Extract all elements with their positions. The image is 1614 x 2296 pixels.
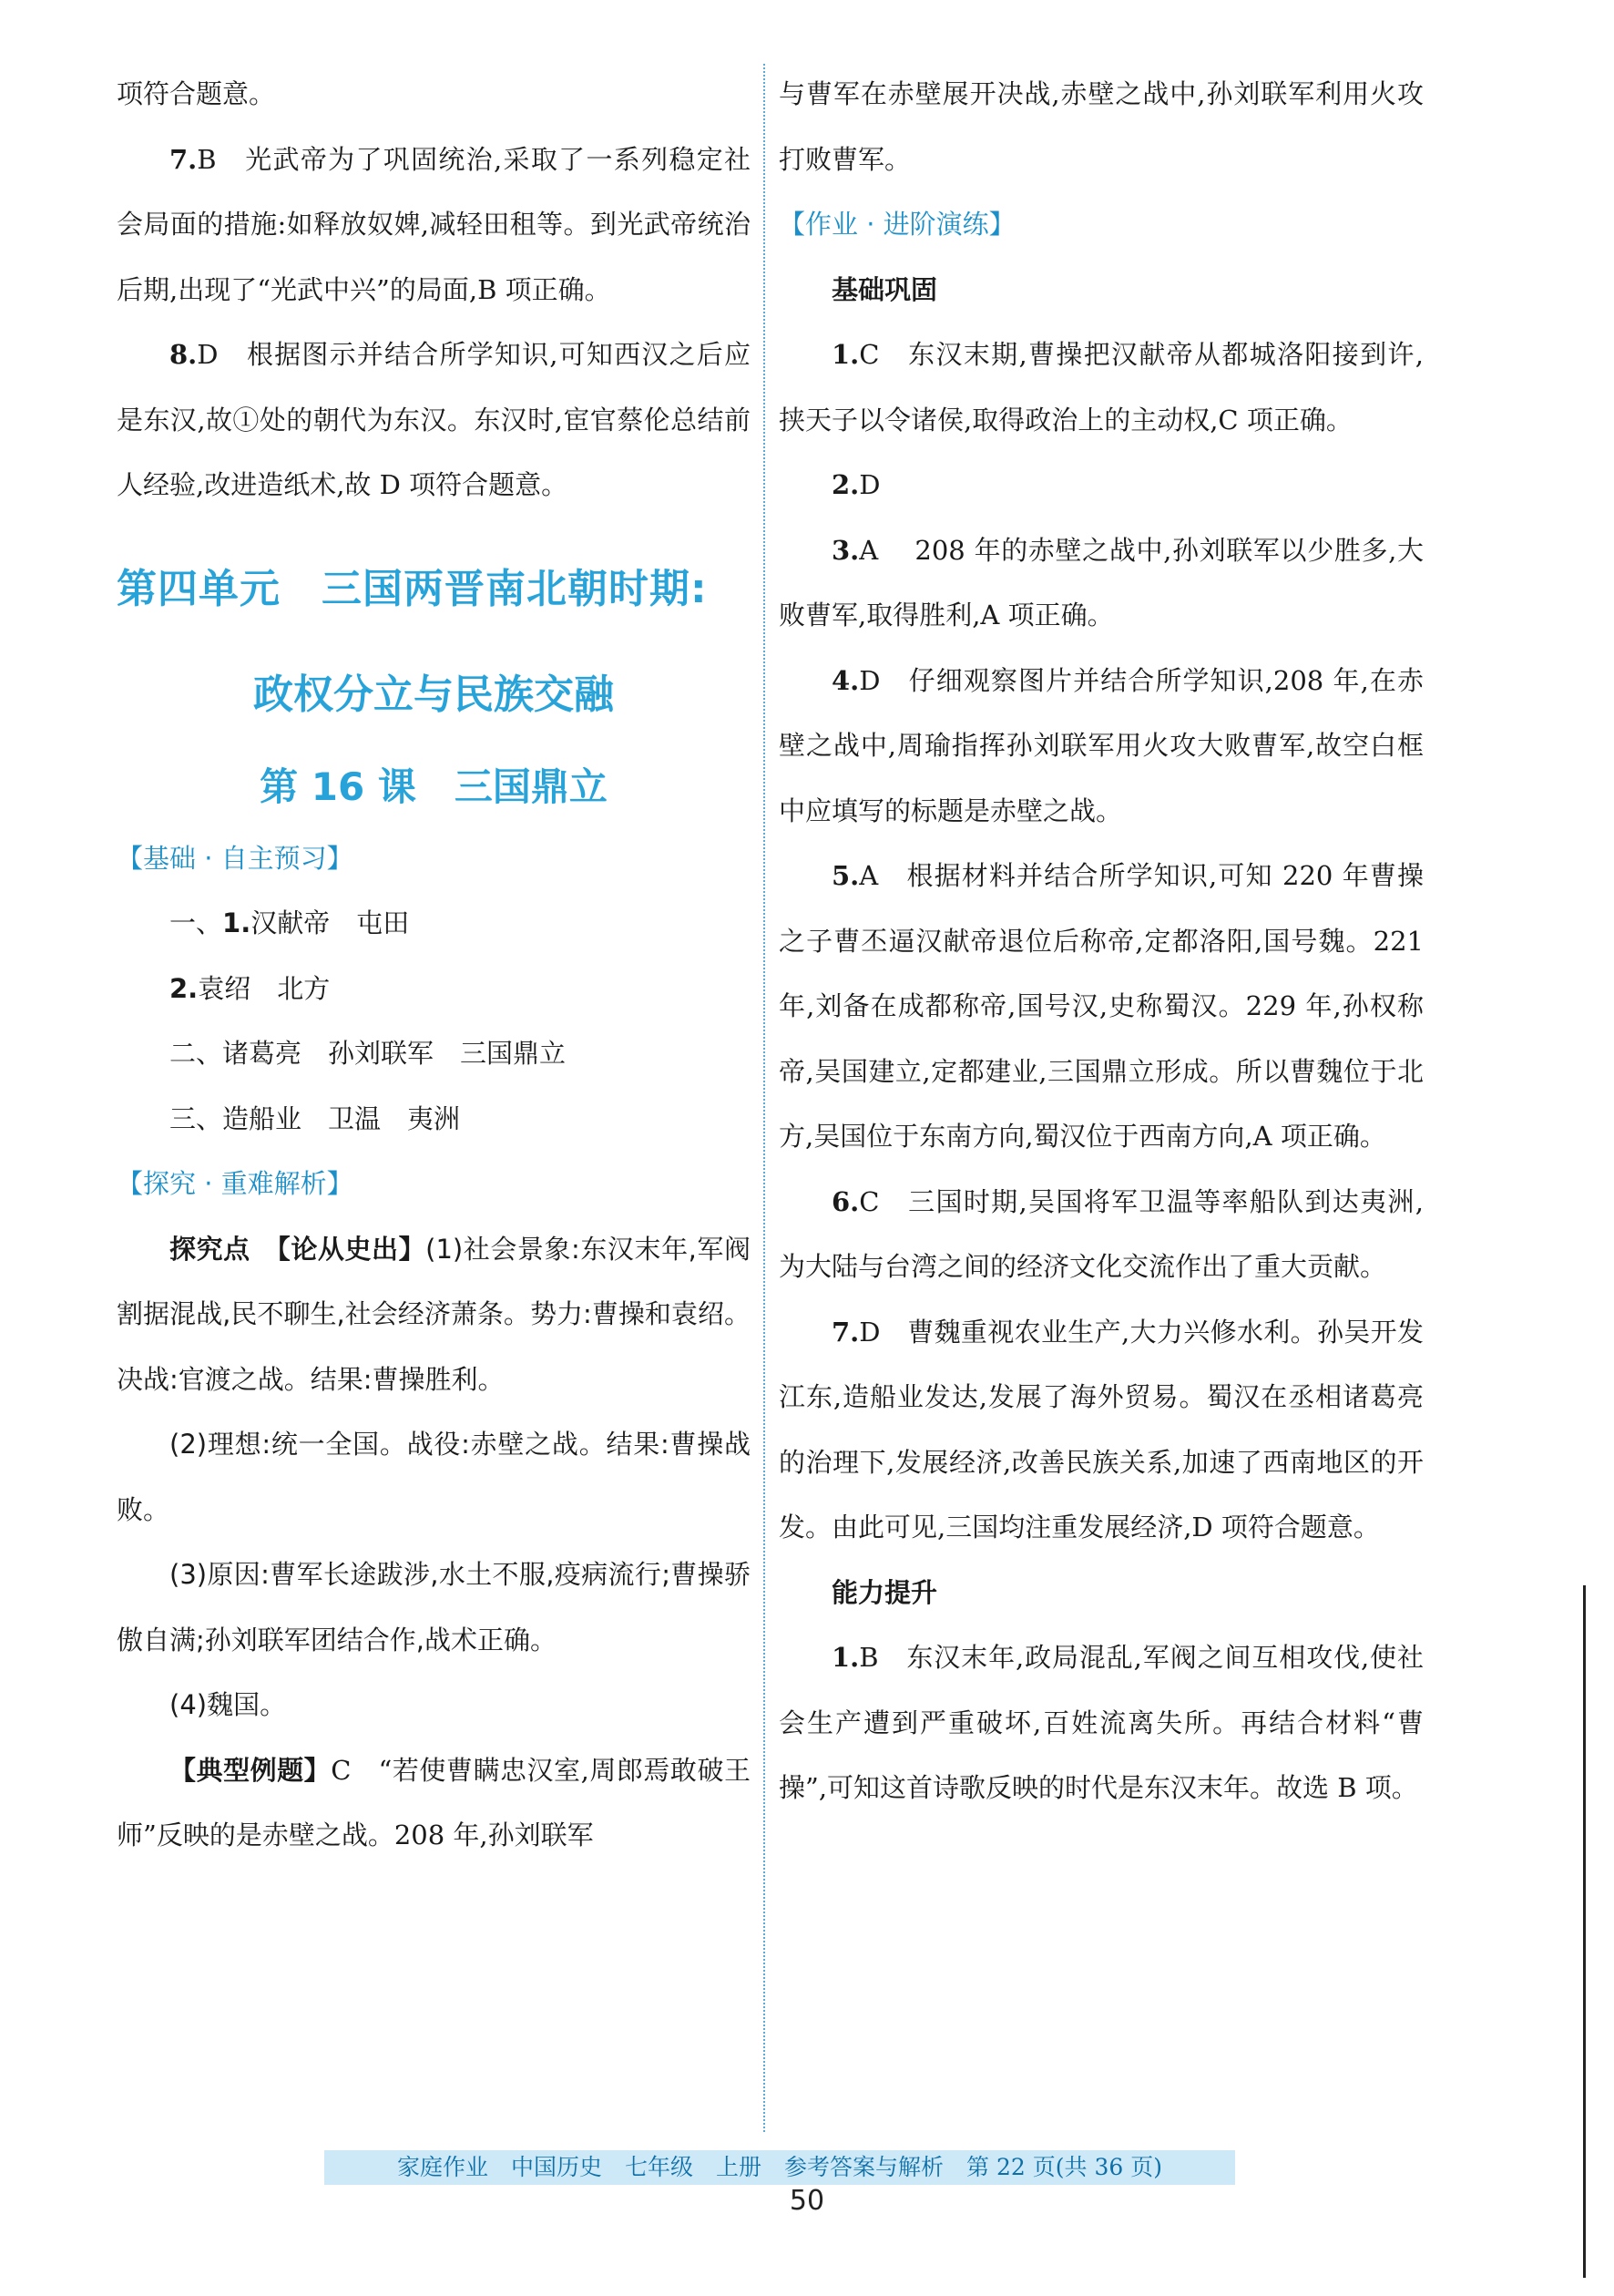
explore-paragraph-3: (3)原因:曹军长途跋涉,水土不服,疫病流行;曹操骄傲自满;孙刘联军团结合作,战术正确。 bbox=[117, 1559, 751, 1655]
answer-item bbox=[779, 649, 1424, 845]
lesson-title: 第 16 课 三国鼎立 bbox=[260, 764, 608, 809]
item-text: D 曹魏重视农业生产,大力兴修水利。孙吴开发江东,造船业发达,发展了海外贸易。蜀汉在丞相诸葛亮的治理下,发展经济,改善民族关系,加速了西南地区的开发。由此可见,三国均注重发展经济,D 项符合题意。 bbox=[779, 1316, 1424, 1543]
unit-subtitle: 政权分立与民族交融 bbox=[253, 671, 614, 718]
answer-item bbox=[779, 1170, 1424, 1300]
column-divider bbox=[763, 64, 765, 2132]
item-text: B 东汉末年,政局混乱,军阀之间互相攻伐,使社会生产遭到严重破坏,百姓流离失所。再结合材料“曹操”,可知这首诗歌反映的时代是东汉末年。故选 B 项。 bbox=[779, 1642, 1424, 1803]
preview-number: 1. bbox=[222, 907, 251, 938]
preview-text: 汉献帝 屯田 bbox=[250, 907, 410, 938]
item-number: 7. bbox=[832, 1316, 860, 1348]
preview-number: 2. bbox=[169, 972, 199, 1004]
item-number: 6. bbox=[832, 1185, 860, 1217]
item-text: B 光武帝为了巩固统治,采取了一系列稳定社会局面的措施:如释放奴婢,减轻田租等。到光武帝统治后期,出现了“光武中兴”的局面,B 项正确。 bbox=[117, 143, 751, 305]
scan-edge-line bbox=[1583, 1585, 1586, 2278]
item-number: 8. bbox=[169, 339, 198, 370]
item-number: 5. bbox=[832, 860, 860, 891]
item-text: D bbox=[859, 469, 881, 500]
example-text: C “若使曹瞒忠汉室,周郎焉敢破王师”反映的是赤壁之战。208 年,孙刘联军 bbox=[117, 1754, 751, 1850]
unit-title: 第四单元 三国两晋南北朝时期: bbox=[117, 565, 708, 612]
preview-line-1 bbox=[117, 891, 751, 957]
item-text: C 三国时期,吴国将军卫温等率船队到达夷洲,为大陆与台湾之间的经济文化交流作出了重大贡献。 bbox=[779, 1185, 1424, 1282]
explore-paragraph-4: (4)魏国。 bbox=[169, 1689, 287, 1720]
item-text: C 东汉末期,曹操把汉献帝从都城洛阳接到许,挟天子以令诸侯,取得政治上的主动权,C 项正确。 bbox=[779, 339, 1424, 436]
item-text: D 仔细观察图片并结合所学知识,208 年,在赤壁之战中,周瑜指挥孙刘联军用火攻大败曹军,故空白框中应填写的标题是赤壁之战。 bbox=[779, 664, 1424, 826]
answer-item bbox=[779, 1625, 1424, 1821]
item-number: 3. bbox=[832, 534, 860, 566]
explore-label: 探究点 【论从史出】 bbox=[169, 1233, 426, 1265]
section-tag-explore: 【探究 · 重难解析】 bbox=[117, 1168, 353, 1199]
explore-paragraph-2: (2)理想:统一全国。战役:赤壁之战。结果:曹操战败。 bbox=[117, 1429, 751, 1525]
preview-text: 袁绍 北方 bbox=[198, 972, 331, 1004]
item-number: 2. bbox=[832, 469, 860, 500]
section-tag-homework: 【作业 · 进阶演练】 bbox=[779, 209, 1016, 240]
item-number: 1. bbox=[832, 339, 860, 370]
answer-item-7 bbox=[117, 128, 751, 323]
preview-prefix: 一、 bbox=[169, 907, 223, 938]
item-number: 1. bbox=[832, 1642, 860, 1673]
answer-item bbox=[779, 453, 1424, 518]
section-heading-basic: 基础巩固 bbox=[832, 273, 938, 305]
continued-text: 与曹军在赤壁展开决战,赤壁之战中,孙刘联军利用火攻打败曹军。 bbox=[779, 78, 1424, 175]
answer-item bbox=[779, 844, 1424, 1170]
page-number: 50 bbox=[789, 2185, 825, 2217]
explore-paragraph-1 bbox=[117, 1217, 751, 1413]
left-column bbox=[117, 62, 751, 1869]
section-heading-ability: 能力提升 bbox=[832, 1576, 938, 1608]
item-number: 7. bbox=[169, 143, 198, 175]
item-text: D 根据图示并结合所学知识,可知西汉之后应是东汉,故①处的朝代为东汉。东汉时,宦官蔡伦总结前人经验,改进造纸术,故 D 项符合题意。 bbox=[117, 339, 751, 500]
preview-line-3: 二、诸葛亮 孙刘联军 三国鼎立 bbox=[169, 1038, 567, 1069]
item-number: 4. bbox=[832, 664, 860, 696]
answer-item bbox=[779, 1300, 1424, 1561]
answer-item bbox=[779, 518, 1424, 649]
example-paragraph bbox=[117, 1738, 751, 1869]
section-tag-basic: 【基础 · 自主预习】 bbox=[117, 842, 353, 874]
item-text: A 根据材料并结合所学知识,可知 220 年曹操之子曹丕逼汉献帝退位后称帝,定都洛阳,国号魏。221 年,刘备在成都称帝,国号汉,史称蜀汉。229 年,孙权称帝,吴国建立,定都建业,三国鼎立形成。所以曹魏位于北方,吴国位于东南方向,蜀汉位于西南方向,A 项正确。 bbox=[779, 860, 1424, 1152]
answer-item bbox=[779, 323, 1424, 453]
right-column bbox=[779, 62, 1424, 1821]
continued-text: 项符合题意。 bbox=[117, 78, 276, 109]
footer-bar: 家庭作业 中国历史 七年级 上册 参考答案与解析 第 22 页(共 36 页) bbox=[324, 2150, 1235, 2185]
explore-text: (1)社会景象:东汉末年,军阀割据混战,民不聊生,社会经济萧条。势力:曹操和袁绍。决战:官渡之战。结果:曹操胜利。 bbox=[117, 1233, 751, 1395]
preview-line-2 bbox=[117, 957, 751, 1022]
example-label: 【典型例题】 bbox=[169, 1754, 332, 1786]
preview-line-4: 三、造船业 卫温 夷洲 bbox=[169, 1102, 461, 1134]
item-text: A 208 年的赤壁之战中,孙刘联军以少胜多,大败曹军,取得胜利,A 项正确。 bbox=[779, 534, 1424, 630]
answer-item-8 bbox=[117, 323, 751, 518]
